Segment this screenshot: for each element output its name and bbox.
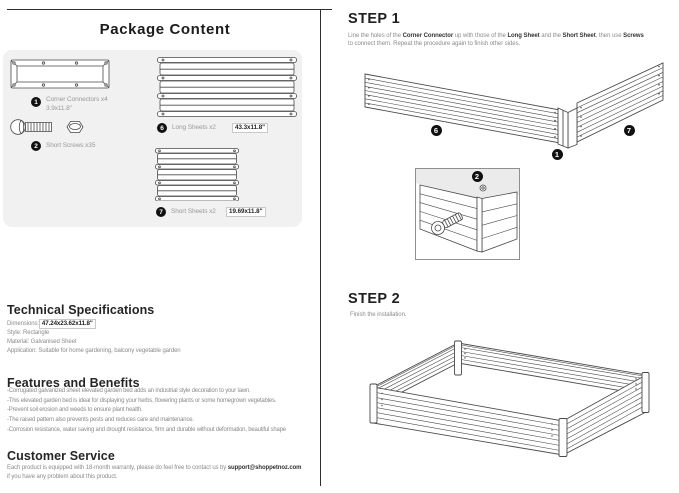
screw-and-nut-drawing: [10, 114, 85, 140]
features-list: [7, 387, 319, 436]
tech-spec-dimensions: Dimensions: 47.24x23.62x11.8": [7, 319, 96, 329]
screw-detail-drawing: [416, 169, 519, 259]
part-1-label: Corner Connectors x4 3.9x11.8": [46, 96, 108, 112]
step1-corner-badge: 1: [552, 149, 563, 160]
features-heading: Features and Benefits: [7, 376, 140, 390]
step1-heading: STEP 1: [348, 11, 401, 27]
corner-connector-drawing: [10, 57, 110, 91]
support-email: support@shoppetnoz.com: [227, 465, 302, 471]
tech-spec-material: Material: Galvanised Sheet: [7, 339, 77, 345]
long-sheets-drawing: [157, 57, 297, 117]
step1-long-sheet-badge: 6: [431, 125, 442, 136]
top-border-line: [7, 9, 332, 10]
tech-specs-heading: Technical Specifications: [7, 303, 155, 317]
tech-spec-application: Application: Suitable for home gardening, balcony vegetable garden: [7, 348, 181, 354]
step2-description: Finish the installation.: [350, 312, 407, 318]
step1-screw-badge: 2: [472, 171, 483, 182]
part-7-badge: 7: [156, 207, 166, 217]
part-6-label: Long Sheets x2: [172, 124, 216, 131]
step2-heading: STEP 2: [348, 291, 401, 307]
vertical-divider: [320, 9, 321, 486]
features-item: -This elevated garden bed is ideal for displaying your herbs, flowering plants or some homegrown vegetables.: [7, 397, 277, 404]
step1-assembly-drawing: [355, 58, 670, 173]
step2-finished-bed-drawing: [362, 333, 662, 468]
features-item: -The raised pattern also prevents pests and reduces care and maintenance.: [7, 417, 194, 424]
part-7-label: Short Sheets x2: [171, 208, 216, 215]
step1-short-sheet-badge: 7: [624, 125, 635, 136]
package-content-title: Package Content: [99, 21, 231, 38]
part-2-badge: 2: [31, 141, 41, 151]
features-item: -Corrugated galvanized sheet elevated garden bed adds an industrial style decoration to your lawn.: [7, 388, 251, 394]
part-7-size: 19.69x11.8": [226, 207, 266, 217]
tech-spec-style: Style: Rectangle: [7, 330, 50, 336]
part-2-label: Short Screws x35: [46, 142, 96, 149]
features-item: -Prevent soil erosion and weeds to ensure plant health.: [7, 407, 143, 414]
part-1-badge: 1: [31, 97, 41, 107]
dimensions-value: 47.24x23.62x11.8": [39, 319, 96, 329]
customer-service-line1: Each product is equipped with 18-month warranty, please do feel free to contact us by support@shoppetnoz.com: [7, 465, 302, 471]
customer-service-line2: if you have any problem about this product.: [7, 473, 118, 480]
step1-description: Line the holes of the Corner Connector up with those of the Long Sheet and the Short Sheet, then use Screws to connect them. Repeat the procedure again to finish other sides.: [348, 32, 644, 48]
customer-service-heading: Customer Service: [7, 449, 115, 463]
step1-detail-inset: [415, 168, 520, 260]
part-6-badge: 6: [157, 123, 167, 133]
part-6-size: 43.3x11.8": [232, 123, 268, 133]
features-item: -Corrosion resistance, water saving and drought resistance, firm and durable without deformation, beautiful shape: [7, 426, 286, 433]
short-sheets-drawing: [155, 148, 239, 201]
